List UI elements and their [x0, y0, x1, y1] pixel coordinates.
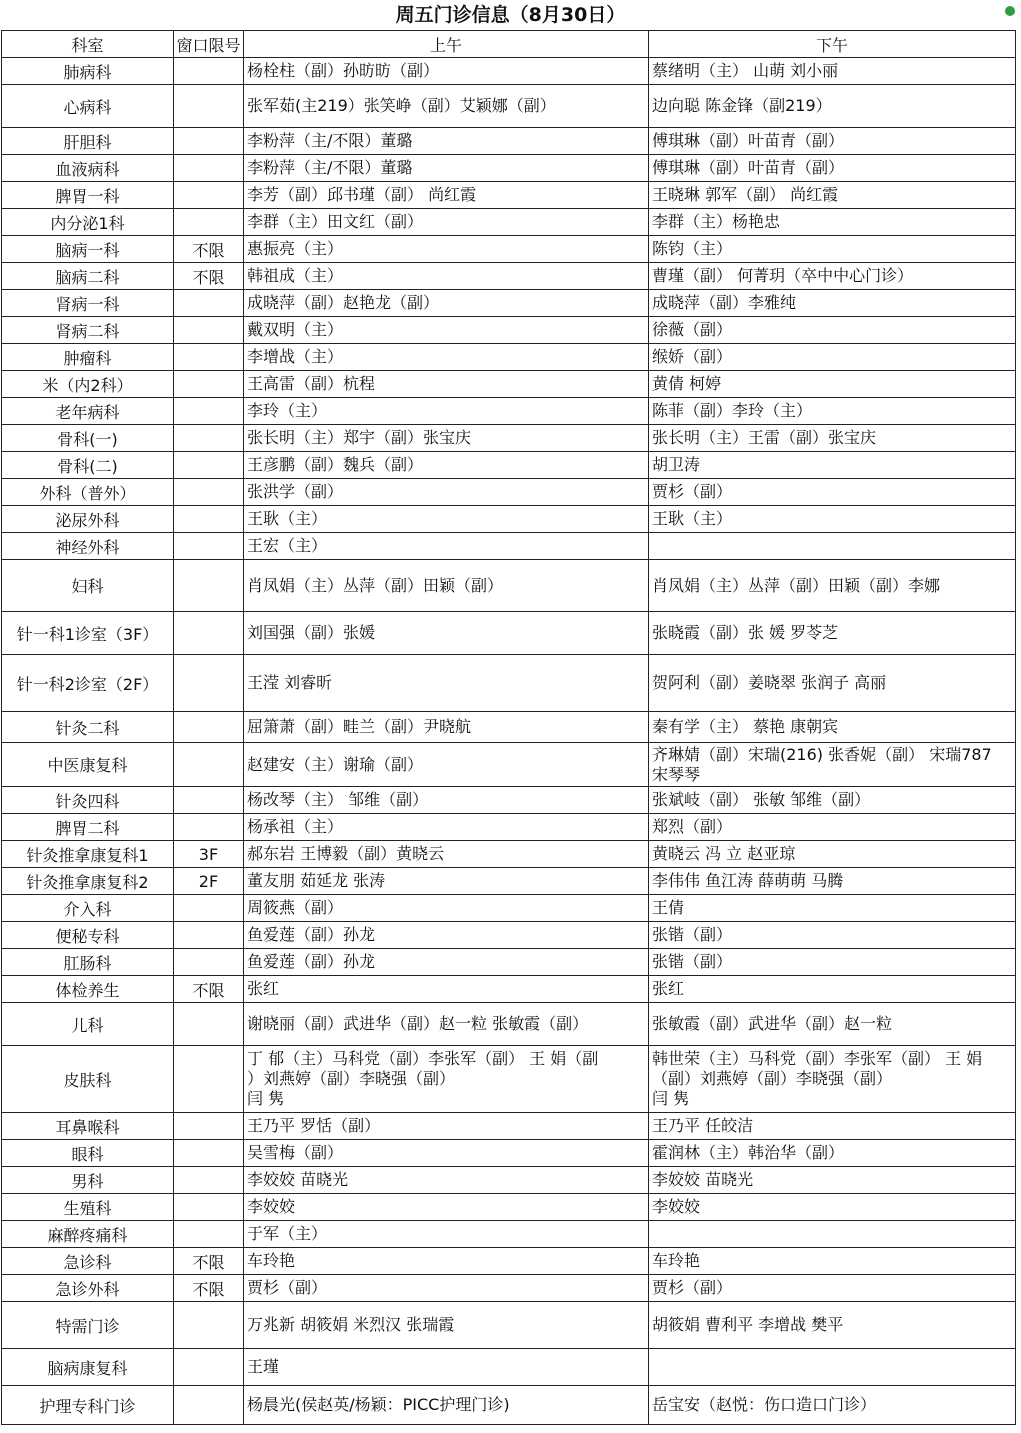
morning-cell: 鱼爱莲（副）孙龙 [244, 949, 649, 976]
dept-cell: 急诊外科 [2, 1275, 174, 1302]
afternoon-cell: 张红 [649, 976, 1016, 1003]
window-limit-cell [174, 371, 244, 398]
window-limit-cell: 不限 [174, 236, 244, 263]
afternoon-cell: 贾杉（副） [649, 1275, 1016, 1302]
window-limit-cell [174, 85, 244, 128]
morning-cell: 于军（主） [244, 1221, 649, 1248]
table-row [2, 263, 1016, 290]
afternoon-cell: 张晓霞（副）张 媛 罗苓芝 [649, 612, 1016, 655]
window-limit-cell [174, 1113, 244, 1140]
dept-cell: 脑病一科 [2, 236, 174, 263]
table-row [2, 841, 1016, 868]
afternoon-cell: 秦有学（主） 蔡艳 康朝宾 [649, 712, 1016, 743]
table-row [2, 1194, 1016, 1221]
morning-cell: 王高雷（副）杭程 [244, 371, 649, 398]
afternoon-cell: 霍润林（主）韩治华（副） [649, 1140, 1016, 1167]
clinic-schedule-table [1, 30, 1016, 1425]
dept-cell: 特需门诊 [2, 1302, 174, 1349]
dept-cell: 急诊科 [2, 1248, 174, 1275]
dept-cell: 脑病康复科 [2, 1349, 174, 1386]
window-limit-cell [174, 787, 244, 814]
afternoon-cell: 黄晓云 冯 立 赵亚琼 [649, 841, 1016, 868]
afternoon-cell: 胡卫涛 [649, 452, 1016, 479]
morning-cell: 李姣姣 [244, 1194, 649, 1221]
dept-cell: 妇科 [2, 560, 174, 612]
table-row [2, 452, 1016, 479]
table-row [2, 1046, 1016, 1113]
morning-cell: 贾杉（副） [244, 1275, 649, 1302]
dept-cell: 肛肠科 [2, 949, 174, 976]
morning-cell: 刘国强（副）张媛 [244, 612, 649, 655]
afternoon-cell: 李姣姣 [649, 1194, 1016, 1221]
afternoon-cell: 贺阿利（副）姜晓翠 张润子 高丽 [649, 655, 1016, 712]
window-limit-cell: 不限 [174, 976, 244, 1003]
window-limit-cell [174, 1194, 244, 1221]
window-limit-cell [174, 209, 244, 236]
morning-cell: 吴雪梅（副） [244, 1140, 649, 1167]
column-header-window: 窗口限号 [174, 31, 244, 58]
afternoon-cell: 王晓琳 郭军（副） 尚红霞 [649, 182, 1016, 209]
dept-cell: 生殖科 [2, 1194, 174, 1221]
afternoon-cell: 蔡绪明（主） 山萌 刘小丽 [649, 58, 1016, 85]
afternoon-cell: 李姣姣 苗晓光 [649, 1167, 1016, 1194]
morning-cell: 肖凤娟（主）丛萍（副）田颖（副） [244, 560, 649, 612]
window-limit-cell [174, 814, 244, 841]
afternoon-cell: 张锴（副） [649, 949, 1016, 976]
afternoon-cell [649, 1221, 1016, 1248]
table-row [2, 787, 1016, 814]
window-limit-cell [174, 612, 244, 655]
afternoon-cell: 郑烈（副） [649, 814, 1016, 841]
afternoon-cell: 肖凤娟（主）丛萍（副）田颖（副）李娜 [649, 560, 1016, 612]
table-row [2, 128, 1016, 155]
window-limit-cell [174, 425, 244, 452]
table-row [2, 1140, 1016, 1167]
afternoon-cell: 王倩 [649, 895, 1016, 922]
dept-cell: 中医康复科 [2, 743, 174, 787]
morning-cell: 韩祖成（主） [244, 263, 649, 290]
dept-cell: 脑病二科 [2, 263, 174, 290]
dept-cell: 肾病一科 [2, 290, 174, 317]
dept-cell: 介入科 [2, 895, 174, 922]
dept-cell: 便秘专科 [2, 922, 174, 949]
window-limit-cell [174, 922, 244, 949]
afternoon-cell: 李群（主）杨艳忠 [649, 209, 1016, 236]
afternoon-cell: 李伟伟 鱼江涛 薛萌萌 马腾 [649, 868, 1016, 895]
dept-cell: 男科 [2, 1167, 174, 1194]
window-limit-cell [174, 1140, 244, 1167]
table-row [2, 1221, 1016, 1248]
morning-cell: 屈箫萧（副）畦兰（副）尹晓航 [244, 712, 649, 743]
morning-cell: 戴双明（主） [244, 317, 649, 344]
morning-cell: 王乃平 罗恬（副） [244, 1113, 649, 1140]
morning-cell: 王瑾 [244, 1349, 649, 1386]
dept-cell: 老年病科 [2, 398, 174, 425]
window-limit-cell [174, 452, 244, 479]
table-row [2, 1386, 1016, 1425]
table-row [2, 1275, 1016, 1302]
dept-cell: 护理专科门诊 [2, 1386, 174, 1425]
window-limit-cell [174, 1003, 244, 1046]
window-limit-cell [174, 743, 244, 787]
dept-cell: 脾胃二科 [2, 814, 174, 841]
table-row [2, 182, 1016, 209]
morning-cell: 车玲艳 [244, 1248, 649, 1275]
dept-cell: 针灸四科 [2, 787, 174, 814]
morning-cell: 张红 [244, 976, 649, 1003]
morning-cell: 张军茹(主219）张笑峥（副）艾颖娜（副） [244, 85, 649, 128]
morning-cell: 杨栓柱（副）孙昉昉（副） [244, 58, 649, 85]
window-limit-cell [174, 398, 244, 425]
afternoon-cell: 陈菲（副）李玲（主） [649, 398, 1016, 425]
table-row [2, 58, 1016, 85]
morning-cell: 惠振亮（主） [244, 236, 649, 263]
dept-cell: 针灸推拿康复科1 [2, 841, 174, 868]
dept-cell: 神经外科 [2, 533, 174, 560]
afternoon-cell: 傅琪琳（副）叶苗青（副） [649, 155, 1016, 182]
dept-cell: 肿瘤科 [2, 344, 174, 371]
table-row [2, 743, 1016, 787]
morning-cell: 李玲（主） [244, 398, 649, 425]
morning-cell: 董友朋 茹延龙 张涛 [244, 868, 649, 895]
morning-cell: 郝东岩 王博毅（副）黄晓云 [244, 841, 649, 868]
window-limit-cell [174, 655, 244, 712]
table-row [2, 155, 1016, 182]
afternoon-cell: 贾杉（副） [649, 479, 1016, 506]
dept-cell: 皮肤科 [2, 1046, 174, 1113]
dept-cell: 肾病二科 [2, 317, 174, 344]
window-limit-cell [174, 155, 244, 182]
dept-cell: 外科（普外） [2, 479, 174, 506]
afternoon-cell: 曹瑾（副） 何菁玥（卒中中心门诊） [649, 263, 1016, 290]
morning-cell: 丁 郁（主）马科党（副）李张军（副） 王 娟（副 ）刘燕婷（副）李晓强（副） 闫 隽 [244, 1046, 649, 1113]
dept-cell: 血液病科 [2, 155, 174, 182]
window-limit-cell [174, 1221, 244, 1248]
table-row [2, 868, 1016, 895]
morning-cell: 李粉萍（主/不限）董璐 [244, 128, 649, 155]
afternoon-cell: 车玲艳 [649, 1248, 1016, 1275]
afternoon-cell: 王乃平 任皎洁 [649, 1113, 1016, 1140]
table-header-row [2, 31, 1016, 58]
window-limit-cell [174, 506, 244, 533]
morning-cell: 鱼爱莲（副）孙龙 [244, 922, 649, 949]
column-header-dept: 科室 [2, 31, 174, 58]
window-limit-cell [174, 1046, 244, 1113]
dept-cell: 骨科(一) [2, 425, 174, 452]
morning-cell: 杨晨光(侯赵英/杨颖：PICC护理门诊) [244, 1386, 649, 1425]
afternoon-cell: 张长明（主）王雷（副）张宝庆 [649, 425, 1016, 452]
afternoon-cell: 齐琳婧（副）宋瑞(216) 张香妮（副） 宋瑞787 宋琴琴 [649, 743, 1016, 787]
dept-cell: 针灸二科 [2, 712, 174, 743]
morning-cell: 赵建安（主）谢瑜（副） [244, 743, 649, 787]
afternoon-cell [649, 1349, 1016, 1386]
window-limit-cell: 3F [174, 841, 244, 868]
table-row [2, 655, 1016, 712]
afternoon-cell: 徐薇（副） [649, 317, 1016, 344]
page-title: 周五门诊信息（8月30日） [395, 4, 626, 26]
window-limit-cell [174, 128, 244, 155]
dept-cell: 米（内2科） [2, 371, 174, 398]
morning-cell: 万兆新 胡筱娟 米烈汉 张瑞霞 [244, 1302, 649, 1349]
morning-cell: 李姣姣 苗晓光 [244, 1167, 649, 1194]
table-row [2, 317, 1016, 344]
window-limit-cell [174, 533, 244, 560]
table-row [2, 209, 1016, 236]
table-row [2, 949, 1016, 976]
afternoon-cell: 黄倩 柯婷 [649, 371, 1016, 398]
morning-cell: 张长明（主）郑宇（副）张宝庆 [244, 425, 649, 452]
window-limit-cell [174, 712, 244, 743]
window-limit-cell [174, 290, 244, 317]
afternoon-cell: 成晓萍（副）李雅纯 [649, 290, 1016, 317]
table-row [2, 1167, 1016, 1194]
morning-cell: 成晓萍（副）赵艳龙（副） [244, 290, 649, 317]
morning-cell: 王耿（主） [244, 506, 649, 533]
window-limit-cell [174, 1349, 244, 1386]
table-row [2, 479, 1016, 506]
table-row [2, 1349, 1016, 1386]
afternoon-cell: 王耿（主） [649, 506, 1016, 533]
table-row [2, 533, 1016, 560]
window-limit-cell: 2F [174, 868, 244, 895]
window-limit-cell [174, 479, 244, 506]
afternoon-cell: 韩世荣（主）马科党（副）李张军（副） 王 娟 （副）刘燕婷（副）李晓强（副） 闫 隽 [649, 1046, 1016, 1113]
morning-cell: 李芳（副）邱书瑾（副） 尚红霞 [244, 182, 649, 209]
window-limit-cell [174, 1386, 244, 1425]
status-dot [1005, 6, 1015, 16]
afternoon-cell: 岳宝安（赵悦：伤口造口门诊） [649, 1386, 1016, 1425]
table-row [2, 290, 1016, 317]
afternoon-cell [649, 533, 1016, 560]
dept-cell: 针一科1诊室（3F） [2, 612, 174, 655]
table-row [2, 1302, 1016, 1349]
dept-cell: 针灸推拿康复科2 [2, 868, 174, 895]
column-header-am: 上午 [244, 31, 649, 58]
dept-cell: 肝胆科 [2, 128, 174, 155]
dept-cell: 针一科2诊室（2F） [2, 655, 174, 712]
dept-cell: 心病科 [2, 85, 174, 128]
window-limit-cell [174, 58, 244, 85]
table-row [2, 712, 1016, 743]
window-limit-cell [174, 317, 244, 344]
afternoon-cell: 缑娇（副） [649, 344, 1016, 371]
window-limit-cell: 不限 [174, 263, 244, 290]
table-row [2, 425, 1016, 452]
afternoon-cell: 胡筱娟 曹利平 李增战 樊平 [649, 1302, 1016, 1349]
morning-cell: 周筱燕（副） [244, 895, 649, 922]
table-row [2, 814, 1016, 841]
table-row [2, 1248, 1016, 1275]
morning-cell: 杨承祖（主） [244, 814, 649, 841]
table-row [2, 398, 1016, 425]
morning-cell: 杨改琴（主） 邹维（副） [244, 787, 649, 814]
window-limit-cell [174, 344, 244, 371]
window-limit-cell [174, 1302, 244, 1349]
column-header-pm: 下午 [649, 31, 1016, 58]
afternoon-cell: 陈钧（主） [649, 236, 1016, 263]
table-row [2, 85, 1016, 128]
dept-cell: 儿科 [2, 1003, 174, 1046]
window-limit-cell [174, 182, 244, 209]
dept-cell: 眼科 [2, 1140, 174, 1167]
table-row [2, 371, 1016, 398]
morning-cell: 王彦鹏（副）魏兵（副） [244, 452, 649, 479]
morning-cell: 李群（主）田文红（副） [244, 209, 649, 236]
morning-cell: 王滢 刘睿昕 [244, 655, 649, 712]
table-row [2, 612, 1016, 655]
table-row [2, 976, 1016, 1003]
window-limit-cell: 不限 [174, 1275, 244, 1302]
window-limit-cell [174, 560, 244, 612]
table-row [2, 1003, 1016, 1046]
dept-cell: 脾胃一科 [2, 182, 174, 209]
window-limit-cell: 不限 [174, 1248, 244, 1275]
table-row [2, 236, 1016, 263]
dept-cell: 骨科(二) [2, 452, 174, 479]
afternoon-cell: 张斌岐（副） 张敏 邹维（副） [649, 787, 1016, 814]
dept-cell: 内分泌1科 [2, 209, 174, 236]
window-limit-cell [174, 949, 244, 976]
table-row [2, 1113, 1016, 1140]
dept-cell: 体检养生 [2, 976, 174, 1003]
window-limit-cell [174, 895, 244, 922]
table-row [2, 506, 1016, 533]
dept-cell: 泌尿外科 [2, 506, 174, 533]
dept-cell: 肺病科 [2, 58, 174, 85]
table-row [2, 922, 1016, 949]
afternoon-cell: 张敏霞（副）武进华（副）赵一粒 [649, 1003, 1016, 1046]
window-limit-cell [174, 1167, 244, 1194]
table-row [2, 895, 1016, 922]
morning-cell: 谢晓丽（副）武进华（副）赵一粒 张敏霞（副） [244, 1003, 649, 1046]
table-row [2, 344, 1016, 371]
morning-cell: 李粉萍（主/不限）董璐 [244, 155, 649, 182]
morning-cell: 王宏（主） [244, 533, 649, 560]
afternoon-cell: 边向聪 陈金锋（副219） [649, 85, 1016, 128]
dept-cell: 麻醉疼痛科 [2, 1221, 174, 1248]
table-row [2, 560, 1016, 612]
afternoon-cell: 傅琪琳（副）叶苗青（副） [649, 128, 1016, 155]
morning-cell: 李增战（主） [244, 344, 649, 371]
afternoon-cell: 张锴（副） [649, 922, 1016, 949]
morning-cell: 张洪学（副） [244, 479, 649, 506]
dept-cell: 耳鼻喉科 [2, 1113, 174, 1140]
